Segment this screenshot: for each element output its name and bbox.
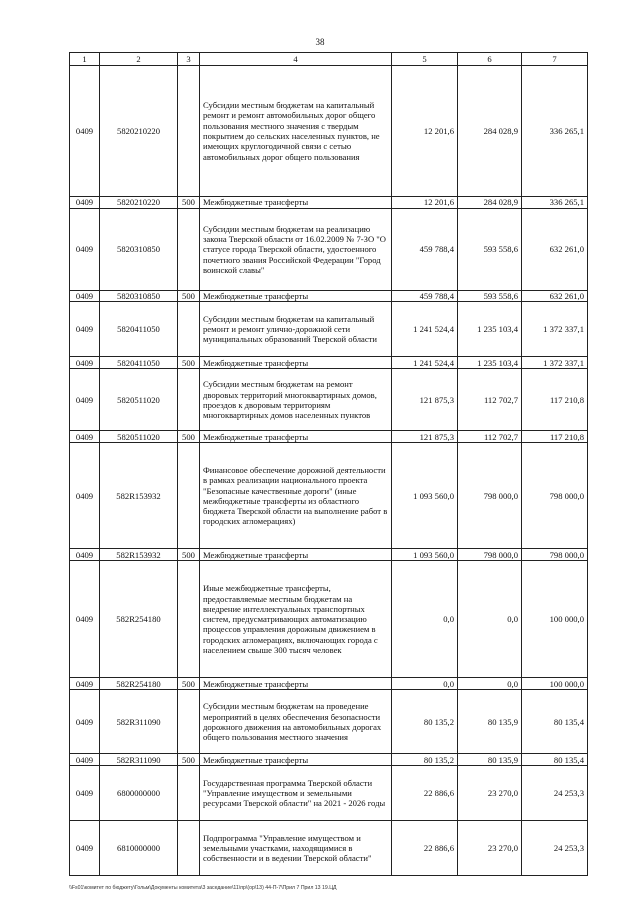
section-code-cell: 0409: [70, 754, 100, 766]
column-header: 5: [392, 53, 458, 66]
table-row: [70, 369, 588, 431]
amount-year-2-cell: 284 028,9: [458, 197, 522, 209]
expense-type-cell: [178, 766, 200, 821]
expense-type-cell: [178, 209, 200, 291]
target-article-cell: 582R254180: [100, 561, 178, 678]
column-header: 4: [200, 53, 392, 66]
amount-year-1-cell: 80 135,2: [392, 690, 458, 754]
target-article-cell: 5820310850: [100, 291, 178, 302]
description-cell: Подпрограмма "Управление имуществом и земельными участками, находящимися в собственности и в ведении Тверской области": [200, 821, 392, 876]
table-row: [70, 443, 588, 549]
target-article-cell: 5820511020: [100, 369, 178, 431]
amount-year-1-cell: 1 093 560,0: [392, 443, 458, 549]
description-cell: Государственная программа Тверской области "Управление имуществом и земельными ресурсами Тверской области" на 2021 - 2026 годы: [200, 766, 392, 821]
target-article-cell: 5820411050: [100, 357, 178, 369]
table-row: [70, 431, 588, 443]
table-body: [70, 66, 588, 876]
amount-year-3-cell: 798 000,0: [522, 443, 588, 549]
section-code-cell: 0409: [70, 561, 100, 678]
section-code-cell: 0409: [70, 549, 100, 561]
budget-table: [69, 52, 588, 876]
amount-year-2-cell: 80 135,9: [458, 754, 522, 766]
amount-year-1-cell: 12 201,6: [392, 66, 458, 197]
amount-year-2-cell: 0,0: [458, 561, 522, 678]
column-header: 3: [178, 53, 200, 66]
description-cell: Межбюджетные трансферты: [200, 549, 392, 561]
amount-year-1-cell: 22 886,6: [392, 821, 458, 876]
expense-type-cell: 500: [178, 197, 200, 209]
table-row: [70, 291, 588, 302]
amount-year-3-cell: 117 210,8: [522, 431, 588, 443]
description-cell: Межбюджетные трансферты: [200, 291, 392, 302]
amount-year-1-cell: 0,0: [392, 561, 458, 678]
amount-year-1-cell: 1 241 524,4: [392, 302, 458, 357]
target-article-cell: 582R254180: [100, 678, 178, 690]
description-cell: Межбюджетные трансферты: [200, 678, 392, 690]
description-cell: Межбюджетные трансферты: [200, 197, 392, 209]
amount-year-3-cell: 80 135,4: [522, 754, 588, 766]
amount-year-3-cell: 1 372 337,1: [522, 302, 588, 357]
amount-year-3-cell: 24 253,3: [522, 821, 588, 876]
table-row: [70, 357, 588, 369]
amount-year-2-cell: 798 000,0: [458, 549, 522, 561]
section-code-cell: 0409: [70, 197, 100, 209]
target-article-cell: 582R153932: [100, 443, 178, 549]
amount-year-3-cell: 117 210,8: [522, 369, 588, 431]
amount-year-1-cell: 0,0: [392, 678, 458, 690]
amount-year-3-cell: 80 135,4: [522, 690, 588, 754]
target-article-cell: 582R311090: [100, 754, 178, 766]
amount-year-2-cell: 284 028,9: [458, 66, 522, 197]
expense-type-cell: [178, 561, 200, 678]
header-row: [70, 53, 588, 66]
table-row: [70, 66, 588, 197]
target-article-cell: 5820511020: [100, 431, 178, 443]
description-cell: Субсидии местным бюджетам на реализацию закона Тверской области от 16.02.2009 № 7-ЗО "О статусе города Тверской области, удостоенного почетного звания Российской Федерации "Город воинской славы": [200, 209, 392, 291]
amount-year-3-cell: 632 261,0: [522, 209, 588, 291]
expense-type-cell: 500: [178, 357, 200, 369]
amount-year-3-cell: 798 000,0: [522, 549, 588, 561]
table-row: [70, 302, 588, 357]
description-cell: Межбюджетные трансферты: [200, 754, 392, 766]
amount-year-2-cell: 798 000,0: [458, 443, 522, 549]
section-code-cell: 0409: [70, 369, 100, 431]
amount-year-3-cell: 632 261,0: [522, 291, 588, 302]
description-cell: Субсидии местным бюджетам на капитальный ремонт и ремонт улично-дорожной сети муниципальных образований Тверской области: [200, 302, 392, 357]
amount-year-2-cell: 23 270,0: [458, 821, 522, 876]
section-code-cell: 0409: [70, 209, 100, 291]
section-code-cell: 0409: [70, 357, 100, 369]
expense-type-cell: 500: [178, 431, 200, 443]
expense-type-cell: 500: [178, 549, 200, 561]
section-code-cell: 0409: [70, 66, 100, 197]
amount-year-2-cell: 0,0: [458, 678, 522, 690]
amount-year-2-cell: 80 135,9: [458, 690, 522, 754]
section-code-cell: 0409: [70, 302, 100, 357]
column-header: 2: [100, 53, 178, 66]
target-article-cell: 5820210220: [100, 197, 178, 209]
amount-year-2-cell: 1 235 103,4: [458, 302, 522, 357]
description-cell: Межбюджетные трансферты: [200, 431, 392, 443]
expense-type-cell: 500: [178, 754, 200, 766]
column-header: 1: [70, 53, 100, 66]
amount-year-1-cell: 12 201,6: [392, 197, 458, 209]
amount-year-2-cell: 112 702,7: [458, 431, 522, 443]
column-header: 7: [522, 53, 588, 66]
expense-type-cell: 500: [178, 678, 200, 690]
table-row: [70, 561, 588, 678]
description-cell: Межбюджетные трансферты: [200, 357, 392, 369]
expense-type-cell: [178, 443, 200, 549]
section-code-cell: 0409: [70, 690, 100, 754]
table-row: [70, 197, 588, 209]
target-article-cell: 5820411050: [100, 302, 178, 357]
amount-year-1-cell: 1 093 560,0: [392, 549, 458, 561]
expense-type-cell: [178, 66, 200, 197]
table-row: [70, 766, 588, 821]
amount-year-1-cell: 121 875,3: [392, 369, 458, 431]
amount-year-1-cell: 1 241 524,4: [392, 357, 458, 369]
table-row: [70, 549, 588, 561]
expense-type-cell: [178, 690, 200, 754]
amount-year-3-cell: 24 253,3: [522, 766, 588, 821]
amount-year-3-cell: 336 265,1: [522, 197, 588, 209]
page-number: 38: [315, 37, 325, 47]
section-code-cell: 0409: [70, 766, 100, 821]
description-cell: Субсидии местным бюджетам на ремонт дворовых территорий многоквартирных домов, проездов к дворовым территориям многоквартирных домов населенных пунктов: [200, 369, 392, 431]
description-cell: Финансовое обеспечение дорожной деятельности в рамках реализации национального проекта "Безопасные качественные дороги" (иные межбюджетные трансферты из областного бюджета Тверской области на выполнение работ в городских агломерациях): [200, 443, 392, 549]
amount-year-2-cell: 23 270,0: [458, 766, 522, 821]
amount-year-3-cell: 336 265,1: [522, 66, 588, 197]
expense-type-cell: [178, 369, 200, 431]
description-cell: Субсидии местным бюджетам на капитальный ремонт и ремонт автомобильных дорог общего пользования местного значения с твердым покрытием до сельских населенных пунктов, не имеющих круглогодичной связи с сетью автомобильных дорог общего пользования: [200, 66, 392, 197]
target-article-cell: 582R153932: [100, 549, 178, 561]
section-code-cell: 0409: [70, 678, 100, 690]
amount-year-1-cell: 459 788,4: [392, 291, 458, 302]
amount-year-1-cell: 121 875,3: [392, 431, 458, 443]
description-cell: Иные межбюджетные трансферты, предоставляемые местным бюджетам на внедрение интеллектуальных транспортных систем, предусматривающих автоматизацию процессов управления дорожным движением в городских агломерациях, включающих города с населением свыше 300 тысяч человек: [200, 561, 392, 678]
section-code-cell: 0409: [70, 431, 100, 443]
table-row: [70, 821, 588, 876]
amount-year-2-cell: 1 235 103,4: [458, 357, 522, 369]
section-code-cell: 0409: [70, 821, 100, 876]
amount-year-1-cell: 22 886,6: [392, 766, 458, 821]
amount-year-2-cell: 593 558,6: [458, 209, 522, 291]
table-row: [70, 209, 588, 291]
amount-year-1-cell: 459 788,4: [392, 209, 458, 291]
table-row: [70, 678, 588, 690]
description-cell: Субсидии местным бюджетам на проведение мероприятий в целях обеспечения безопасности дорожного движения на автомобильных дорогах общего пользования местного значения: [200, 690, 392, 754]
target-article-cell: 5820310850: [100, 209, 178, 291]
amount-year-3-cell: 100 000,0: [522, 678, 588, 690]
section-code-cell: 0409: [70, 443, 100, 549]
amount-year-2-cell: 112 702,7: [458, 369, 522, 431]
amount-year-3-cell: 1 372 337,1: [522, 357, 588, 369]
target-article-cell: 6810000000: [100, 821, 178, 876]
amount-year-1-cell: 80 135,2: [392, 754, 458, 766]
expense-type-cell: 500: [178, 291, 200, 302]
section-code-cell: 0409: [70, 291, 100, 302]
expense-type-cell: [178, 302, 200, 357]
file-path-footer: \\Fs01\комитет по бюджету\Гольм\Документы комитета\3 заседание\11\пр\(ор\13) 44-П-7\Прил 7 Прил 13 19.ЦД: [69, 885, 337, 891]
target-article-cell: 582R311090: [100, 690, 178, 754]
amount-year-2-cell: 593 558,6: [458, 291, 522, 302]
column-header: 6: [458, 53, 522, 66]
table-row: [70, 690, 588, 754]
target-article-cell: 5820210220: [100, 66, 178, 197]
expense-type-cell: [178, 821, 200, 876]
table-row: [70, 754, 588, 766]
amount-year-3-cell: 100 000,0: [522, 561, 588, 678]
target-article-cell: 6800000000: [100, 766, 178, 821]
